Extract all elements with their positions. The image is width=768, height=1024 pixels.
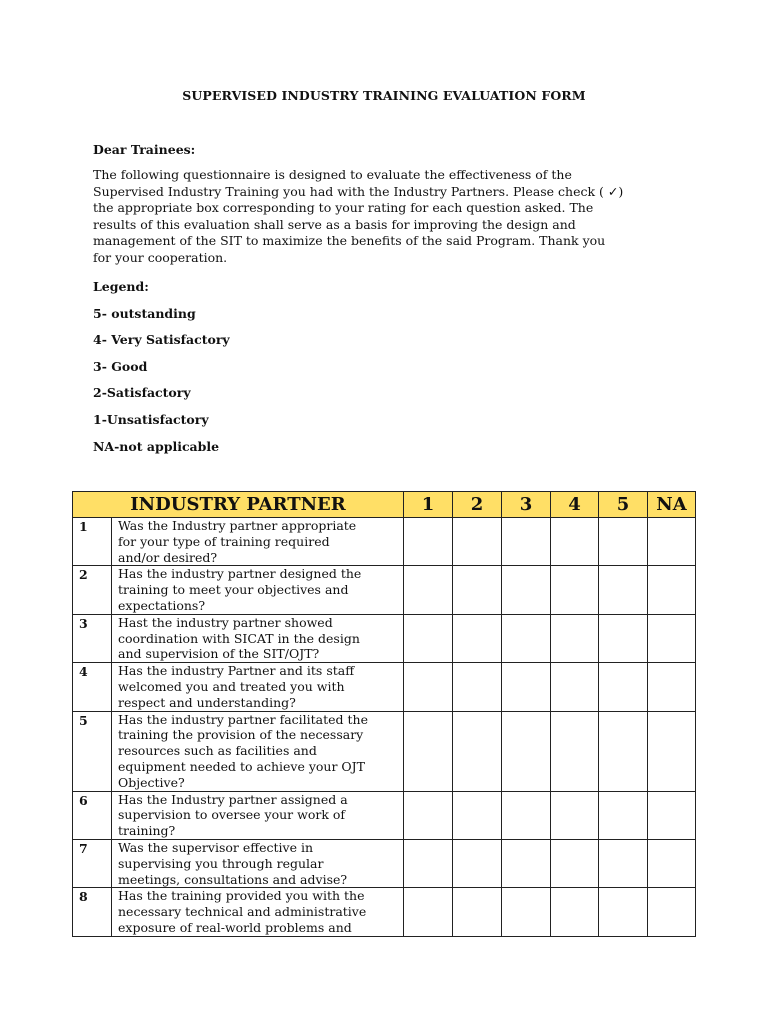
rating-checkbox-3[interactable]	[502, 711, 551, 791]
intro-line: results of this evaluation shall serve as a basis for improving the design and	[93, 216, 576, 232]
question-text	[112, 518, 404, 566]
intro-line: The following questionnaire is designed to evaluate the effectiveness of the	[93, 167, 572, 182]
table-row	[73, 663, 696, 711]
rating-checkbox-3[interactable]	[502, 888, 551, 936]
rating-checkbox-5[interactable]	[599, 791, 648, 839]
question-line: Was the Industry partner appropriate	[118, 518, 357, 533]
question-line: Has the training provided you with the	[118, 888, 365, 904]
question-line: for your type of training required	[118, 533, 330, 549]
rating-checkbox-4[interactable]	[551, 791, 599, 839]
question-line: training the provision of the necessary	[118, 727, 364, 743]
question-number: 8	[73, 888, 112, 936]
rating-checkbox-4[interactable]	[551, 518, 599, 566]
rating-checkbox-4[interactable]	[551, 888, 599, 936]
intro-paragraph	[93, 167, 683, 267]
question-number: 4	[73, 663, 112, 711]
question-line: respect and understanding?	[118, 694, 296, 710]
rating-checkbox-2[interactable]	[453, 518, 502, 566]
rating-checkbox-2[interactable]	[453, 888, 502, 936]
rating-checkbox-2[interactable]	[453, 791, 502, 839]
rating-checkbox-5[interactable]	[599, 663, 648, 711]
question-number: 5	[73, 711, 112, 791]
question-number: 1	[73, 518, 112, 566]
question-line: resources such as facilities and	[118, 743, 317, 759]
rating-checkbox-2[interactable]	[453, 711, 502, 791]
rating-header-2: 2	[453, 492, 502, 518]
table-row	[73, 791, 696, 839]
legend	[93, 279, 230, 465]
rating-checkbox-4[interactable]	[551, 663, 599, 711]
rating-checkbox-1[interactable]	[404, 888, 453, 936]
rating-checkbox-4[interactable]	[551, 839, 599, 887]
question-line: training?	[118, 823, 176, 839]
evaluation-table	[72, 491, 696, 937]
table-row	[73, 839, 696, 887]
rating-checkbox-3[interactable]	[502, 791, 551, 839]
question-line: Hast the industry partner showed	[118, 614, 333, 630]
question-line: supervision to oversee your work of	[118, 807, 346, 823]
intro-line: the appropriate box corresponding to your rating for each question asked. The	[93, 200, 594, 216]
rating-checkbox-na[interactable]	[648, 566, 696, 614]
question-line: and/or desired?	[118, 549, 218, 565]
question-line: meetings, consultations and advise?	[118, 871, 348, 887]
rating-header-4: 4	[551, 492, 599, 518]
rating-header-3: 3	[502, 492, 551, 518]
question-number: 6	[73, 791, 112, 839]
table-row	[73, 566, 696, 614]
question-line: exposure of real-world problems and	[118, 919, 352, 935]
rating-header-1: 1	[404, 492, 453, 518]
rating-checkbox-3[interactable]	[502, 839, 551, 887]
rating-checkbox-na[interactable]	[648, 791, 696, 839]
rating-checkbox-5[interactable]	[599, 839, 648, 887]
rating-checkbox-na[interactable]	[648, 888, 696, 936]
rating-checkbox-1[interactable]	[404, 839, 453, 887]
rating-checkbox-1[interactable]	[404, 518, 453, 566]
legend-item: 5- outstanding	[93, 305, 196, 321]
rating-checkbox-3[interactable]	[502, 518, 551, 566]
question-line: training to meet your objectives and	[118, 582, 349, 598]
rating-checkbox-2[interactable]	[453, 663, 502, 711]
question-number: 7	[73, 839, 112, 887]
rating-header-na: NA	[648, 492, 696, 518]
rating-checkbox-5[interactable]	[599, 711, 648, 791]
rating-checkbox-3[interactable]	[502, 566, 551, 614]
rating-checkbox-na[interactable]	[648, 614, 696, 662]
intro-line: Supervised Industry Training you had with the Industry Partners. Please check ( ✓)	[93, 183, 624, 199]
question-line: Was the supervisor effective in	[118, 839, 314, 855]
legend-item: NA-not applicable	[93, 438, 220, 454]
rating-checkbox-na[interactable]	[648, 518, 696, 566]
question-text	[112, 839, 404, 887]
section-title: INDUSTRY PARTNER	[73, 492, 404, 518]
rating-checkbox-4[interactable]	[551, 614, 599, 662]
rating-checkbox-4[interactable]	[551, 566, 599, 614]
legend-item: 4- Very Satisfactory	[93, 332, 230, 348]
rating-checkbox-1[interactable]	[404, 614, 453, 662]
rating-checkbox-1[interactable]	[404, 566, 453, 614]
salutation: Dear Trainees:	[93, 142, 196, 157]
form-title: SUPERVISED INDUSTRY TRAINING EVALUATION FORM	[182, 88, 586, 103]
question-text	[112, 566, 404, 614]
question-text	[112, 663, 404, 711]
rating-checkbox-2[interactable]	[453, 566, 502, 614]
rating-header-5: 5	[599, 492, 648, 518]
table-row	[73, 518, 696, 566]
legend-item: 1-Unsatisfactory	[93, 411, 209, 427]
question-line: Objective?	[118, 774, 185, 790]
rating-checkbox-5[interactable]	[599, 888, 648, 936]
question-line: Has the industry Partner and its staff	[118, 663, 355, 679]
table-row	[73, 711, 696, 791]
question-text	[112, 791, 404, 839]
intro-line: for your cooperation.	[93, 249, 228, 265]
question-text	[112, 888, 404, 936]
question-line: Has the Industry partner assigned a	[118, 791, 348, 807]
question-line: expectations?	[118, 597, 206, 613]
legend-heading: Legend:	[93, 279, 149, 294]
table-header-row	[73, 492, 696, 518]
question-number: 3	[73, 614, 112, 662]
question-line: necessary technical and administrative	[118, 904, 367, 920]
question-line: welcomed you and treated you with	[118, 678, 345, 694]
rating-checkbox-1[interactable]	[404, 711, 453, 791]
rating-checkbox-2[interactable]	[453, 839, 502, 887]
rating-checkbox-na[interactable]	[648, 663, 696, 711]
rating-checkbox-2[interactable]	[453, 614, 502, 662]
question-line: equipment needed to achieve your OJT	[118, 758, 366, 774]
rating-checkbox-na[interactable]	[648, 839, 696, 887]
rating-checkbox-5[interactable]	[599, 614, 648, 662]
intro-line: management of the SIT to maximize the benefits of the said Program. Thank you	[93, 233, 606, 249]
rating-checkbox-4[interactable]	[551, 711, 599, 791]
table-row	[73, 614, 696, 662]
question-line: coordination with SICAT in the design	[118, 630, 360, 646]
question-line: supervising you through regular	[118, 855, 324, 871]
question-line: Has the industry partner designed the	[118, 566, 362, 582]
table-row	[73, 888, 696, 936]
legend-item: 3- Good	[93, 358, 148, 374]
rating-checkbox-3[interactable]	[502, 614, 551, 662]
question-number: 2	[73, 566, 112, 614]
rating-checkbox-5[interactable]	[599, 566, 648, 614]
question-line: Has the industry partner facilitated the	[118, 711, 368, 727]
question-text	[112, 711, 404, 791]
legend-item: 2-Satisfactory	[93, 385, 191, 401]
rating-checkbox-1[interactable]	[404, 791, 453, 839]
rating-checkbox-na[interactable]	[648, 711, 696, 791]
rating-checkbox-3[interactable]	[502, 663, 551, 711]
question-line: and supervision of the SIT/OJT?	[118, 646, 320, 662]
rating-checkbox-5[interactable]	[599, 518, 648, 566]
question-text	[112, 614, 404, 662]
rating-checkbox-1[interactable]	[404, 663, 453, 711]
